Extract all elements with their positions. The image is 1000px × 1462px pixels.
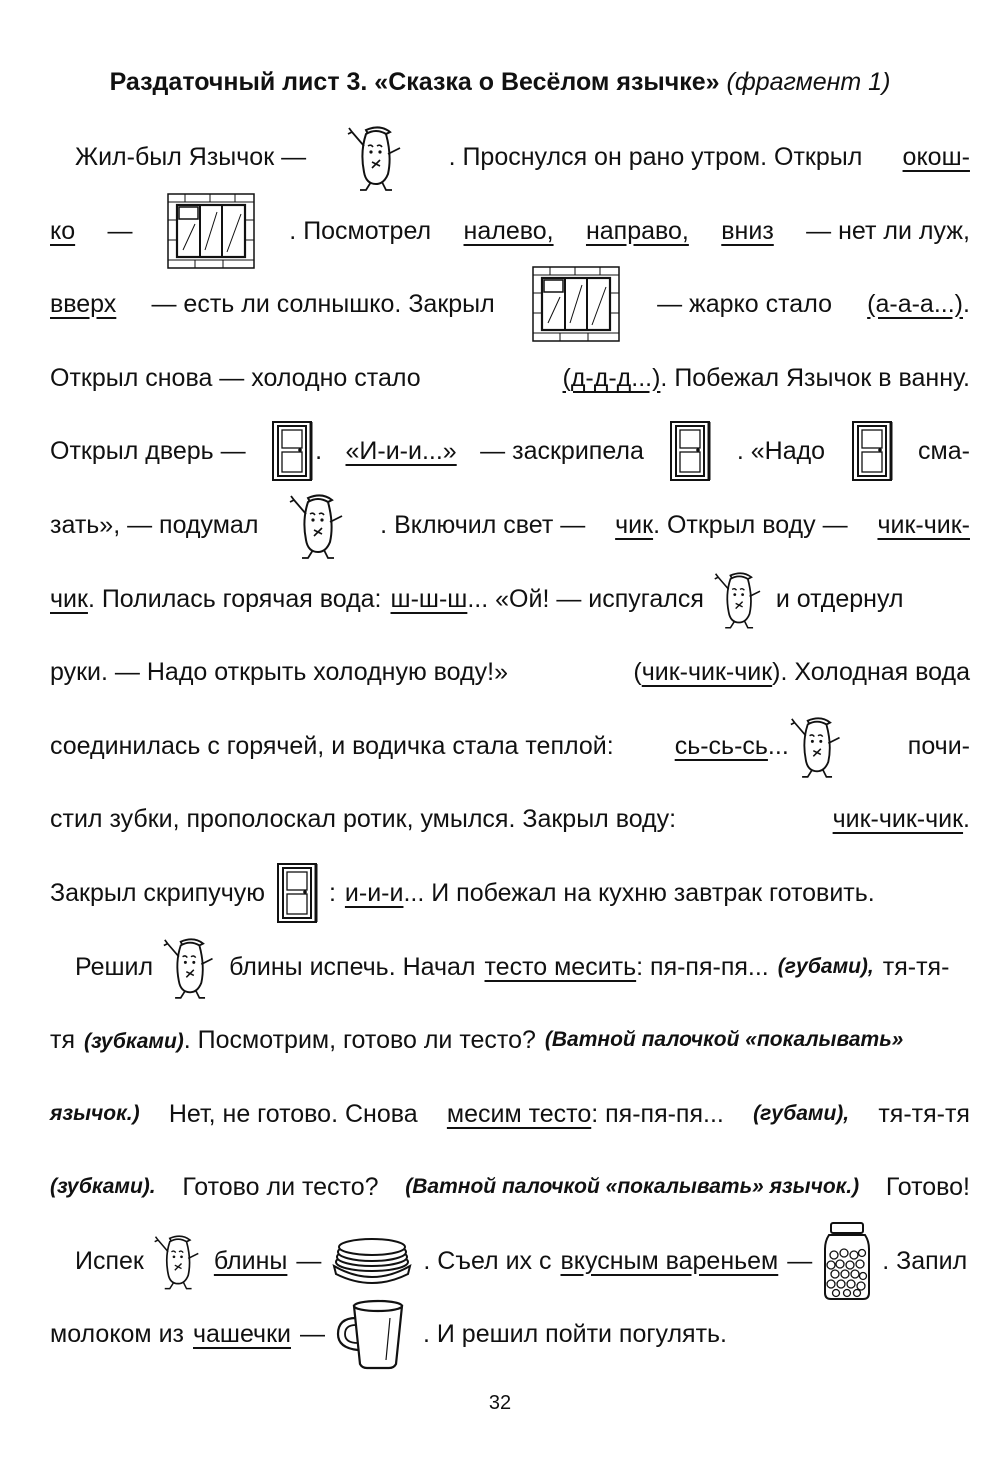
text-line-3	[50, 274, 970, 334]
text-line-7	[50, 569, 970, 629]
cup-icon	[334, 1298, 414, 1370]
underlined-word: чашечки	[193, 1319, 291, 1348]
underlined-word: вкусным вареньем	[560, 1246, 779, 1275]
italic-note: (Ватной палочкой «покалывать» язычок.)	[405, 1175, 860, 1198]
title-fragment: (фрагмент 1)	[726, 68, 891, 96]
italic-note: язычок.)	[50, 1102, 140, 1125]
page-title	[0, 68, 1000, 97]
underlined-word: чик-чик-чик	[641, 657, 773, 686]
text: тя-тя-	[882, 952, 950, 981]
underlined-word: ш-ш-ш	[390, 584, 468, 613]
text: —	[787, 1246, 813, 1275]
pancakes-icon	[330, 1236, 414, 1286]
window-icon	[530, 263, 622, 345]
text-line-12	[75, 937, 970, 997]
tongue-character-icon	[288, 490, 350, 560]
tongue-character-icon	[789, 713, 847, 779]
text: Жил-был Язычок —	[75, 142, 307, 171]
text: . Открыл воду —	[653, 510, 848, 539]
text: (	[633, 657, 642, 686]
text: и отдернул	[775, 584, 904, 613]
underlined-word: окош-	[902, 142, 970, 171]
door-icon	[274, 861, 320, 925]
underlined-word: (а-а-а...)	[867, 289, 963, 318]
underlined-word: чик-чик-чик	[832, 804, 964, 833]
text: почи-	[907, 731, 970, 760]
underlined-word: (д-д-д...)	[562, 363, 661, 392]
text: молоком из	[50, 1319, 184, 1348]
text-line-14	[50, 1084, 970, 1144]
text-line-1	[75, 127, 970, 187]
text: Готово!	[885, 1172, 970, 1201]
text: : пя-пя-пя...	[591, 1099, 724, 1128]
underlined-word: ко	[50, 216, 76, 245]
jam-jar-icon	[821, 1221, 873, 1301]
underlined-word: сь-сь-сь	[674, 731, 768, 760]
text: тя	[50, 1025, 75, 1054]
text: соединилась с горячей, и водичка стала теплой:	[50, 731, 614, 760]
door-icon	[269, 419, 315, 483]
text: тя-тя-тя	[878, 1099, 970, 1128]
underlined-word: чик	[50, 584, 88, 613]
text-line-4	[50, 348, 970, 408]
underlined-word: налево,	[463, 216, 554, 245]
text: Испек	[75, 1246, 144, 1275]
text-line-11	[50, 863, 970, 923]
text: . Запил	[882, 1246, 968, 1275]
text-line-13	[50, 1010, 970, 1070]
text: .	[963, 289, 970, 318]
text: — нет ли луж,	[806, 216, 970, 245]
text: Решил	[75, 952, 154, 981]
underlined-word: тесто месить	[484, 952, 637, 981]
text: ). Холодная вода	[772, 657, 970, 686]
text-line-15	[50, 1157, 970, 1217]
text-line-16	[75, 1231, 970, 1291]
text: : пя-пя-пя...	[636, 952, 769, 981]
window-icon	[165, 190, 257, 272]
underlined-word: вниз	[721, 216, 774, 245]
text: руки. — Надо открыть холодную воду!»	[50, 657, 508, 686]
door-icon	[667, 419, 713, 483]
text: . Побежал Язычок в ванну.	[660, 363, 970, 392]
text: . Проснулся он рано утром. Открыл	[448, 142, 863, 171]
text: . Посмотрел	[289, 216, 432, 245]
text-line-9	[50, 716, 970, 776]
text: — есть ли солнышко. Закрыл	[151, 289, 495, 318]
underlined-word: направо,	[585, 216, 689, 245]
italic-note: (губами),	[777, 955, 874, 978]
text: Готово ли тесто?	[182, 1172, 379, 1201]
tongue-character-icon	[346, 122, 408, 192]
text: :	[328, 878, 336, 907]
underlined-word: месим тесто	[446, 1099, 592, 1128]
text: сма-	[918, 436, 970, 465]
text: Нет, не готово. Снова	[168, 1099, 418, 1128]
underlined-word: «И-и-и...»	[345, 436, 457, 465]
text: . Посмотрим, готово ли тесто?	[183, 1025, 536, 1054]
italic-note: (Ватной палочкой «покалывать»	[544, 1028, 904, 1051]
text: ...	[767, 731, 789, 760]
italic-note: (губами),	[753, 1102, 850, 1125]
tongue-character-icon	[153, 1228, 205, 1294]
text: . Полилась горячая вода:	[87, 584, 382, 613]
text: — жарко стало	[657, 289, 832, 318]
text: .	[963, 804, 970, 833]
underlined-word: чик-чик-	[877, 510, 970, 539]
underlined-word: вверх	[50, 289, 117, 318]
text: —	[296, 1246, 322, 1275]
page-number: 32	[488, 1392, 512, 1414]
text: —	[300, 1319, 325, 1348]
tongue-character-icon	[713, 567, 767, 631]
text: . Съел их с	[423, 1246, 552, 1275]
text-line-6	[50, 495, 970, 555]
title-main: Раздаточный лист 3. «Сказка о Весёлом язычке»	[109, 68, 720, 96]
text: Открыл дверь —	[50, 436, 246, 465]
text-line-10	[50, 789, 970, 849]
text: Закрыл скрипучую	[50, 878, 265, 907]
text: стил зубки, прополоскал ротик, умылся. Закрыл воду:	[50, 804, 677, 833]
text: —	[107, 216, 133, 245]
italic-note: (зубками)	[84, 1029, 184, 1053]
underlined-word: чик	[615, 510, 654, 539]
italic-note: (зубками).	[50, 1175, 156, 1198]
text: .	[315, 436, 323, 465]
text-line-8	[50, 642, 970, 702]
underlined-word: и-и-и	[344, 878, 404, 907]
text: ... «Ой! — испугался	[467, 584, 704, 613]
text: зать», — подумал	[50, 510, 259, 539]
text: ... И побежал на кухню завтрак готовить.	[403, 878, 875, 907]
text: Открыл снова — холодно стало	[50, 363, 421, 392]
text: блины испечь. Начал	[229, 952, 476, 981]
text: — заскрипела	[480, 436, 644, 465]
tongue-character-icon	[162, 933, 220, 1001]
text-line-5	[50, 421, 970, 481]
text-line-2	[50, 201, 970, 261]
text-line-17	[50, 1304, 970, 1364]
text: . «Надо	[736, 436, 826, 465]
door-icon	[849, 419, 895, 483]
underlined-word: блины	[213, 1246, 288, 1275]
text: . И решил пойти погулять.	[423, 1319, 727, 1348]
text: . Включил свет —	[380, 510, 586, 539]
